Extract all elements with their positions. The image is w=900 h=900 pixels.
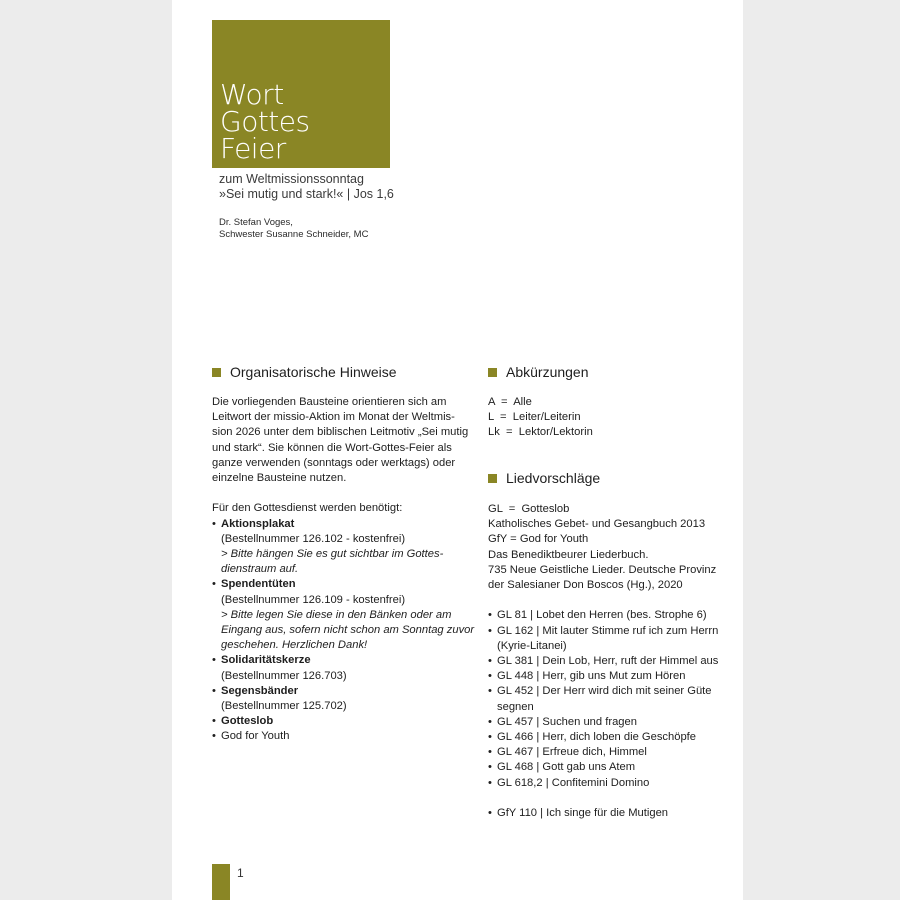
- title-line-2: Gottes: [220, 105, 310, 138]
- song-title: • GL 468 | Gott gab uns Atem: [497, 761, 636, 774]
- songs-source-line: 735 Neue Geistliche Lieder. Deutsche Provinz: [488, 563, 717, 576]
- song-title: • GL 448 | Herr, gib uns Mut zum Hören: [497, 670, 686, 683]
- abbr-row: Lk = Lektor/Lektorin: [488, 426, 593, 439]
- list-item: [212, 714, 477, 729]
- list-item: [212, 517, 477, 578]
- author-line-1: Dr. Stefan Voges,: [219, 217, 293, 228]
- abbr-body: [488, 395, 728, 441]
- footer-bar: [212, 864, 230, 900]
- item-name: • Solidaritätskerze: [221, 654, 311, 667]
- abbr-heading: [488, 364, 589, 380]
- item-name: • Aktionsplakat: [221, 517, 295, 530]
- item-note: dienstraum auf.: [221, 563, 299, 576]
- page-number: 1: [237, 866, 244, 880]
- songs-source-line: Das Benediktbeurer Liederbuch.: [488, 548, 649, 561]
- item-order: (Bestellnummer 126.703): [221, 669, 347, 682]
- song-title-cont: segnen: [497, 700, 534, 713]
- heading-square-icon: [212, 368, 221, 377]
- item-note: > Bitte hängen Sie es gut sichtbar im Gottes-: [221, 548, 444, 561]
- abbr-row: A = Alle: [488, 396, 532, 408]
- org-intro-line: und stark“. Sie können die Wort-Gottes-Feier als: [212, 441, 452, 454]
- songs-source-line: Katholisches Gebet- und Gesangbuch 2013: [488, 518, 706, 531]
- subtitle: [219, 172, 394, 202]
- list-item: [488, 776, 738, 791]
- title-line-3: Feier: [220, 132, 286, 165]
- title-block: [212, 20, 390, 168]
- list-item: [212, 577, 477, 653]
- gl-song-list: [488, 608, 738, 790]
- item-name: • Spendentüten: [221, 578, 296, 591]
- song-title: • GfY 110 | Ich singe für die Mutigen: [497, 807, 669, 820]
- authors: [219, 217, 368, 240]
- item-order: (Bestellnummer 126.109 - kostenfrei): [221, 593, 406, 606]
- item-note: > Bitte legen Sie diese in den Bänken oder am: [221, 608, 452, 621]
- item-note: geschehen. Herzlichen Dank!: [221, 639, 368, 652]
- org-intro-line: Die vorliegenden Bausteine orientieren sich am: [212, 396, 447, 408]
- list-item: [212, 729, 477, 744]
- item-name: • God for Youth: [221, 730, 290, 743]
- subtitle-line-1: zum Weltmissionssonntag: [219, 172, 364, 186]
- org-intro-line: sion 2026 unter dem biblischen Leitmotiv „Sei mutig: [212, 426, 469, 439]
- item-name: • Segensbänder: [221, 684, 299, 697]
- abbr-row: L = Leiter/Leiterin: [488, 411, 581, 424]
- org-body: [212, 395, 477, 745]
- item-order: (Bestellnummer 125.702): [221, 700, 347, 713]
- song-title: • GL 467 | Erfreue dich, Himmel: [497, 746, 647, 759]
- songs-source-line: GfY = God for Youth: [488, 533, 589, 546]
- list-item: [212, 684, 477, 714]
- needed-label: Für den Gottesdienst werden benötigt:: [212, 502, 403, 515]
- list-item: [488, 669, 738, 684]
- songs-heading: [488, 470, 600, 486]
- song-title: • GL 81 | Lobet den Herren (bes. Strophe 6): [497, 609, 707, 622]
- song-title: • GL 618,2 | Confitemini Domino: [497, 776, 650, 789]
- list-item: [212, 653, 477, 683]
- list-item: [488, 654, 738, 669]
- list-item: [488, 730, 738, 745]
- list-item: [488, 684, 738, 714]
- heading-square-icon: [488, 474, 497, 483]
- songs-heading-text: Liedvorschläge: [506, 470, 601, 486]
- list-item: [488, 745, 738, 760]
- org-heading-text: Organisatorische Hinweise: [230, 364, 397, 380]
- author-line-2: Schwester Susanne Schneider, MC: [219, 228, 369, 240]
- list-item: [488, 624, 738, 654]
- song-title: • GL 452 | Der Herr wird dich mit seiner Güte: [497, 685, 712, 698]
- songs-source-line: GL = Gotteslob: [488, 503, 570, 515]
- abbr-heading-text: Abkürzungen: [506, 364, 589, 380]
- document-page: [172, 0, 743, 900]
- list-item: [488, 760, 738, 775]
- org-intro-line: einzelne Bausteine nutzen.: [212, 472, 347, 485]
- song-title: • GL 162 | Mit lauter Stimme ruf ich zum Herrn: [497, 624, 719, 637]
- org-heading: [212, 364, 397, 380]
- org-intro-line: ganze verwenden (sonntags oder werktags) oder: [212, 456, 456, 469]
- list-item: [488, 715, 738, 730]
- list-item: [488, 608, 738, 623]
- songs-body: [488, 502, 738, 821]
- needed-list: [212, 517, 477, 745]
- gfy-song-list: [488, 806, 738, 821]
- org-intro-line: Leitwort der missio-Aktion im Monat der Weltmis-: [212, 411, 455, 424]
- item-note: Eingang aus, sofern nicht schon am Sonntag zuvor: [221, 624, 475, 637]
- subtitle-line-2: »Sei mutig und stark!« | Jos 1,6: [219, 187, 394, 201]
- heading-square-icon: [488, 368, 497, 377]
- songs-source-line: der Salesianer Don Boscos (Hg.), 2020: [488, 579, 683, 592]
- item-name: • Gotteslob: [221, 715, 274, 728]
- title-line-1: Wort: [220, 78, 284, 111]
- song-title: • GL 466 | Herr, dich loben die Geschöpfe: [497, 731, 697, 744]
- list-item: [488, 806, 738, 821]
- item-order: (Bestellnummer 126.102 - kostenfrei): [221, 532, 406, 545]
- song-title: • GL 457 | Suchen und fragen: [497, 715, 637, 728]
- song-title-cont: (Kyrie-Litanei): [497, 639, 567, 652]
- song-title: • GL 381 | Dein Lob, Herr, ruft der Himmel aus: [497, 655, 719, 668]
